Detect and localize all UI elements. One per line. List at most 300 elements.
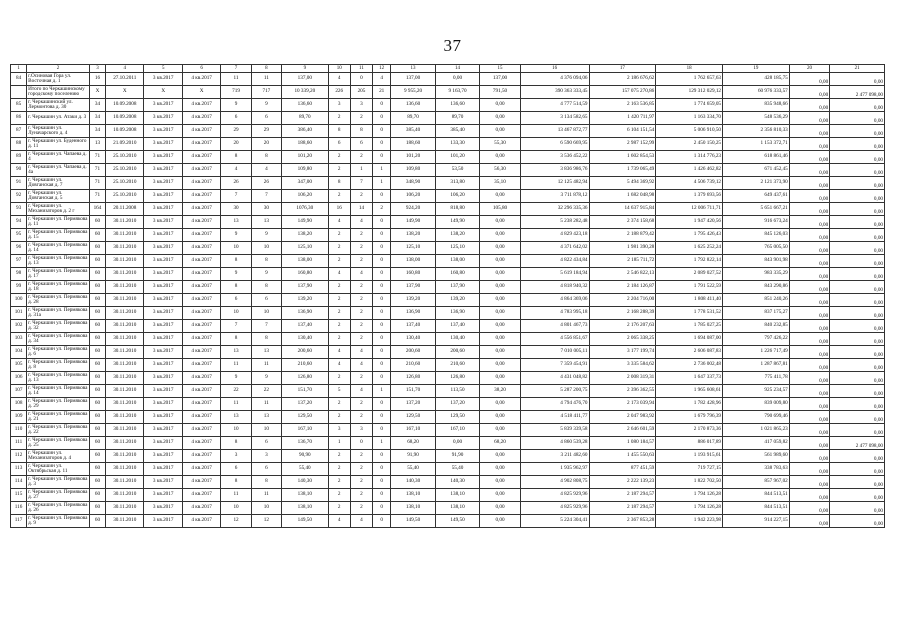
data-cell: 0,00 [789,242,829,255]
data-cell: 21 [373,86,391,99]
data-cell: 13 [251,346,281,359]
data-cell: 4 [350,346,372,359]
data-cell: 133,30 [435,138,480,151]
data-cell: 8 [328,125,350,138]
data-cell: 0,00 [830,164,885,177]
data-cell: 0,00 [830,203,885,216]
data-cell: 71 [89,190,105,203]
data-cell: 1 778 531,52 [656,307,723,320]
data-cell: 3 кв.2017 [144,190,182,203]
data-cell: 0 [373,255,391,268]
data-cell: 113 [11,463,27,476]
data-cell: 4 кв.2017 [182,164,220,177]
data-cell: 2 646 601,59 [589,424,656,437]
data-cell: 136,90 [282,307,329,320]
table-row [11,385,885,398]
data-cell: 1 625 252,24 [656,242,723,255]
data-cell: 0 [373,502,391,515]
data-cell: 4 [350,515,372,528]
data-cell: 4 кв.2017 [182,294,220,307]
data-cell: 2 121 373,90 [723,177,790,190]
header-cell: 4 [106,65,144,73]
data-cell: 38,20 [480,385,520,398]
data-cell: 9 [251,99,281,112]
data-cell: 30.11.2010 [106,476,144,489]
data-cell: 4 [328,359,350,372]
data-cell: 60 [89,437,105,450]
header-cell: 6 [182,65,220,73]
data-cell: 0,00 [480,346,520,359]
data-cell: 137,40 [435,320,480,333]
data-cell: 60 [89,307,105,320]
data-cell: 0,00 [480,502,520,515]
data-cell: 925 234,57 [723,385,790,398]
data-cell: 60 [89,398,105,411]
data-cell: 60 [89,489,105,502]
data-cell: 4 [350,359,372,372]
data-cell: 1 314 776,23 [656,151,723,164]
data-cell: 30.11.2010 [106,411,144,424]
data-cell: 160,80 [435,268,480,281]
data-cell: 7 [221,320,251,333]
data-cell: 4 кв.2017 [182,437,220,450]
data-cell: 0,00 [480,268,520,281]
data-cell: 138,10 [391,489,436,502]
data-cell: 843 290,86 [723,281,790,294]
data-cell: 390 363 333,45 [520,86,589,99]
data-cell: 129,50 [391,411,436,424]
address-cell: г. Черкашин ул. Пермякова д. 14 [28,384,88,396]
data-cell: 27.10.2011 [106,73,144,86]
data-cell: 2 [328,190,350,203]
data-cell: 649 437,61 [723,190,790,203]
data-cell: 12 [251,515,281,528]
data-cell: 85 [11,99,27,112]
data-cell: 4 825 929,96 [520,489,589,502]
data-cell: 2 [373,203,391,216]
data-cell: 385,40 [435,125,480,138]
address-cell: г. Черкашин ул. Пермякова д. 31а [28,306,88,318]
data-cell: 7 359 454,91 [520,359,589,372]
address-cell: г. Черкашин ул. Пермякова д. 14 [28,241,88,253]
address-cell: г. Черкашин ул. Пермякова д. 13 [28,254,88,266]
data-cell: 30.11.2010 [106,242,144,255]
data-cell: 105,80 [480,203,520,216]
data-cell: 126,80 [435,372,480,385]
table-row [11,515,885,528]
data-cell: 0,00 [830,489,885,502]
data-cell: 30.11.2010 [106,424,144,437]
data-cell: 30.11.2010 [106,450,144,463]
header-cell: 20 [789,65,829,73]
table-row [11,424,885,437]
data-cell: 2 [350,281,372,294]
data-cell: 7 [350,177,372,190]
data-cell: 7 [221,190,251,203]
data-cell: 837 175,27 [723,307,790,320]
header-cell: 15 [480,65,520,73]
data-cell: 671 452,45 [723,164,790,177]
address-cell: г. Черкашин ул. Чапаева д. 4 [27,151,90,164]
data-cell: 0,00 [789,346,829,359]
data-cell: 55,30 [480,138,520,151]
data-cell: 1 [350,164,372,177]
header-cell: 1 [11,65,27,73]
data-cell: 112 [11,450,27,463]
data-cell: 0 [373,242,391,255]
data-cell: 3 [328,424,350,437]
data-cell: 137,20 [391,398,436,411]
data-cell: 5 619 184,94 [520,268,589,281]
data-cell: 0,00 [480,320,520,333]
data-cell: 417 059,82 [723,437,790,450]
data-cell: 138,10 [435,489,480,502]
data-cell: 11 [251,489,281,502]
data-cell: 84 [11,73,27,86]
table-row [11,320,885,333]
header-cell: 13 [391,65,436,73]
data-cell: 4 кв.2017 [182,203,220,216]
data-cell: 877 451,59 [589,463,656,476]
data-cell: 137,40 [282,320,329,333]
address-cell: г. Черкашин ул. Пермякова д. 8 [28,358,88,370]
data-cell: 2 [350,411,372,424]
data-cell: 0 [373,229,391,242]
data-cell: 34 [89,99,105,112]
data-cell: 4 [328,515,350,528]
register-table [10,64,885,528]
data-cell: 9 163,70 [435,86,480,99]
data-cell: 0,00 [830,99,885,112]
data-cell: 0,00 [830,372,885,385]
data-cell: 1 822 702,50 [656,476,723,489]
data-cell: 97 [11,255,27,268]
data-cell: 29 [221,125,251,138]
data-cell: 1 965 608,61 [656,385,723,398]
data-cell: 1 682 048,98 [589,190,656,203]
table-row [11,437,885,450]
data-cell: 2 187 294,57 [589,502,656,515]
data-cell: 149,90 [282,216,329,229]
data-cell: 139,20 [391,294,436,307]
data-cell: 385,40 [391,125,436,138]
data-cell: 2 [350,229,372,242]
data-cell: 60 [89,268,105,281]
table-row [11,463,885,476]
data-cell: 10.09.2008 [106,99,144,112]
data-cell: 129,50 [435,411,480,424]
data-cell: 138,00 [435,255,480,268]
data-cell: 4 кв.2017 [182,320,220,333]
data-cell: 0,00 [789,255,829,268]
data-cell: 0,00 [789,216,829,229]
data-cell: 0 [373,112,391,125]
data-cell: 1 794 126,28 [656,489,723,502]
data-cell: 4 кв.2017 [182,515,220,528]
data-cell: 138,10 [282,502,329,515]
data-cell: 7 [251,190,281,203]
data-cell: 2 [350,112,372,125]
data-cell: 13 [221,216,251,229]
data-cell: 561 989,60 [723,450,790,463]
data-cell: 924,20 [391,203,436,216]
header-cell: 7 [221,65,251,73]
data-cell: 8 [221,255,251,268]
address-cell: г. Черкашин ул. Довганская д. 7 [27,177,90,190]
data-cell: 60 [89,424,105,437]
data-cell: 9 [251,372,281,385]
data-cell: 719 727,15 [656,463,723,476]
data-cell: 2 [350,450,372,463]
data-cell: 0,00 [480,411,520,424]
data-cell: 13 [89,138,105,151]
data-cell: 1 792 822,14 [656,255,723,268]
data-cell: 0,00 [830,255,885,268]
data-cell: 30.11.2010 [106,515,144,528]
header-cell: 21 [830,65,885,73]
data-cell: 105 [11,359,27,372]
data-cell: 2 356 810,33 [723,125,790,138]
data-cell: 0,00 [789,450,829,463]
data-cell: 205 [350,86,372,99]
data-cell: 2 736 002,48 [656,359,723,372]
data-cell: 0,00 [830,281,885,294]
data-cell: 0,00 [789,463,829,476]
data-cell: 0,00 [480,359,520,372]
data-cell: 188,60 [282,138,329,151]
data-cell: 101,20 [435,151,480,164]
data-cell: 844 513,51 [723,489,790,502]
data-cell: 98 [11,268,27,281]
data-cell: 2 [328,502,350,515]
table-row [11,411,885,424]
data-cell: 140,30 [435,476,480,489]
data-cell: 200,60 [435,346,480,359]
data-cell: 6 590 669,95 [520,138,589,151]
data-cell: 115 [11,489,27,502]
data-cell: 844 513,51 [723,502,790,515]
data-cell: 68,20 [391,437,436,450]
data-cell: 2 [328,333,350,346]
data-cell: 0,00 [480,229,520,242]
table-row [11,216,885,229]
data-cell: 30.11.2010 [106,229,144,242]
data-cell: 86 [11,112,27,125]
data-cell: 3 134 582,65 [520,112,589,125]
data-cell: 1 791 522,59 [656,281,723,294]
table-row [11,177,885,190]
data-cell: 2 546 822,13 [589,268,656,281]
data-cell: 60 [89,463,105,476]
data-cell: 5 238 282,48 [520,216,589,229]
header-cell: 11 [350,65,372,73]
data-cell: 0,00 [830,476,885,489]
data-cell: 8 [221,437,251,450]
data-cell: 428 185,75 [723,73,790,86]
data-cell: 0,00 [789,164,829,177]
data-cell: 2 [350,398,372,411]
data-cell: 3 кв.2017 [144,476,182,489]
data-cell: 983 335,29 [723,268,790,281]
header-cell: 12 [373,65,391,73]
data-cell: 0,00 [480,372,520,385]
data-cell: 2 [350,242,372,255]
data-cell: 4 кв.2017 [182,125,220,138]
data-cell: 4 кв.2017 [182,138,220,151]
data-cell: 4 864 369,06 [520,294,589,307]
data-cell: 2 [328,242,350,255]
data-cell: 2 [350,372,372,385]
data-cell: 6 [221,463,251,476]
data-cell: 1 [328,437,350,450]
data-cell: 3 кв.2017 [144,73,182,86]
data-cell: 32 296 335,36 [520,203,589,216]
data-cell: 60 [89,502,105,515]
data-cell: 30.11.2010 [106,463,144,476]
table-row [11,203,885,216]
data-cell: 3 836 986,76 [520,164,589,177]
data-cell: 0,00 [789,320,829,333]
data-cell: 16 [89,73,105,86]
data-cell: 2 [350,463,372,476]
data-cell: 151,70 [391,385,436,398]
data-cell: 3 кв.2017 [144,151,182,164]
data-cell: 0 [373,411,391,424]
data-cell: 0,00 [830,242,885,255]
data-cell: 10.09.2008 [106,112,144,125]
data-cell: 0,00 [789,112,829,125]
data-cell: 0,00 [830,229,885,242]
data-cell: 3 кв.2017 [144,502,182,515]
data-cell: 25.10.2010 [106,164,144,177]
data-cell: 348,90 [391,177,436,190]
data-cell: 1 694 087,00 [656,333,723,346]
data-cell: 4 кв.2017 [182,216,220,229]
data-cell: 2 606 087,83 [656,346,723,359]
data-cell: 6 104 151,54 [589,125,656,138]
data-cell: 818,80 [435,203,480,216]
data-cell: 1 163 334,70 [656,112,723,125]
data-cell: 60 [89,216,105,229]
data-cell: 106,20 [391,190,436,203]
data-cell: 126,80 [391,372,436,385]
data-cell: 60 [89,476,105,489]
table-row [11,229,885,242]
data-cell: 35,10 [480,177,520,190]
data-cell: 12 [221,515,251,528]
data-cell: 109,80 [391,164,436,177]
data-cell: 548 536,29 [723,112,790,125]
data-cell: 10 [251,307,281,320]
data-cell: 0,00 [830,151,885,164]
data-cell: 4 кв.2017 [182,255,220,268]
data-cell: 2 987 152,99 [589,138,656,151]
data-cell: 2 [328,320,350,333]
data-cell: 210,60 [435,359,480,372]
data-cell: 0,00 [789,424,829,437]
data-cell: 4 кв.2017 [182,242,220,255]
address-cell: г.Осиновая Гора ул. Восточная д. 1 [27,73,90,86]
data-cell: 89 [11,151,27,164]
data-cell: 313,80 [435,177,480,190]
data-cell: 0,00 [830,216,885,229]
data-cell: 3 кв.2017 [144,177,182,190]
data-cell: 3 кв.2017 [144,99,182,112]
data-cell: 108 [11,398,27,411]
data-cell: 2 396 362,55 [589,385,656,398]
data-cell: 137,90 [435,281,480,294]
data-cell: 2 450 150,25 [656,138,723,151]
data-cell: 4 777 514,59 [520,99,589,112]
address-cell: г. Черкашин ул. Пермякова д. 25 [28,436,88,448]
data-cell: 0,00 [480,255,520,268]
data-cell: 0 [373,307,391,320]
data-cell: 25.10.2010 [106,151,144,164]
table-row [11,86,885,99]
data-cell: 1 762 657,63 [656,73,723,86]
data-cell: 618 861,46 [723,151,790,164]
data-cell: 2 176 207,63 [589,320,656,333]
data-cell: 55,40 [282,463,329,476]
data-cell: 4 [350,385,372,398]
address-cell: г. Черкашин ул. Пермякова д. 32 [28,319,88,331]
data-cell: 149,50 [282,515,329,528]
data-cell: 95 [11,229,27,242]
data-cell: 2 [328,489,350,502]
data-cell: 0,00 [830,398,885,411]
data-cell: 71 [89,151,105,164]
data-cell: 30.11.2010 [106,216,144,229]
header-cell: 17 [589,65,656,73]
data-cell: 0,00 [830,190,885,203]
data-cell: 0,00 [480,281,520,294]
data-cell: 347,00 [282,177,329,190]
data-cell: 11 [221,73,251,86]
data-cell: 2 [328,476,350,489]
data-cell: 3 кв.2017 [144,333,182,346]
data-cell: 3 кв.2017 [144,515,182,528]
data-cell: 3 кв.2017 [144,203,182,216]
data-cell: 4 кв.2017 [182,502,220,515]
data-cell: 1 021 865,23 [723,424,790,437]
data-cell: 151,70 [282,385,329,398]
data-cell: 9 [251,229,281,242]
data-cell: 1 153 372,71 [723,138,790,151]
data-cell: 3 [350,424,372,437]
data-cell: 0,00 [830,125,885,138]
data-cell: 9 [221,229,251,242]
data-cell: 3 кв.2017 [144,424,182,437]
data-cell: 0,00 [789,502,829,515]
data-cell: 26 [251,177,281,190]
data-cell: 8 [251,151,281,164]
data-cell: 9 [221,372,251,385]
address-cell: г. Черкашин ул. Пермякова д. 34 [28,332,88,344]
data-cell: 5 006 910,50 [656,125,723,138]
data-cell: 3 кв.2017 [144,437,182,450]
data-cell: 137,20 [435,398,480,411]
data-cell: 136,60 [282,99,329,112]
data-cell: 4 кв.2017 [182,268,220,281]
data-cell: 0,00 [789,411,829,424]
data-cell: 0,00 [789,281,829,294]
data-cell: 1 426 462,82 [656,164,723,177]
data-cell: 1 379 693,56 [656,190,723,203]
data-cell: 91,90 [391,450,436,463]
data-cell: 0,00 [480,242,520,255]
data-cell: 210,60 [391,359,436,372]
data-cell: 0 [350,437,372,450]
